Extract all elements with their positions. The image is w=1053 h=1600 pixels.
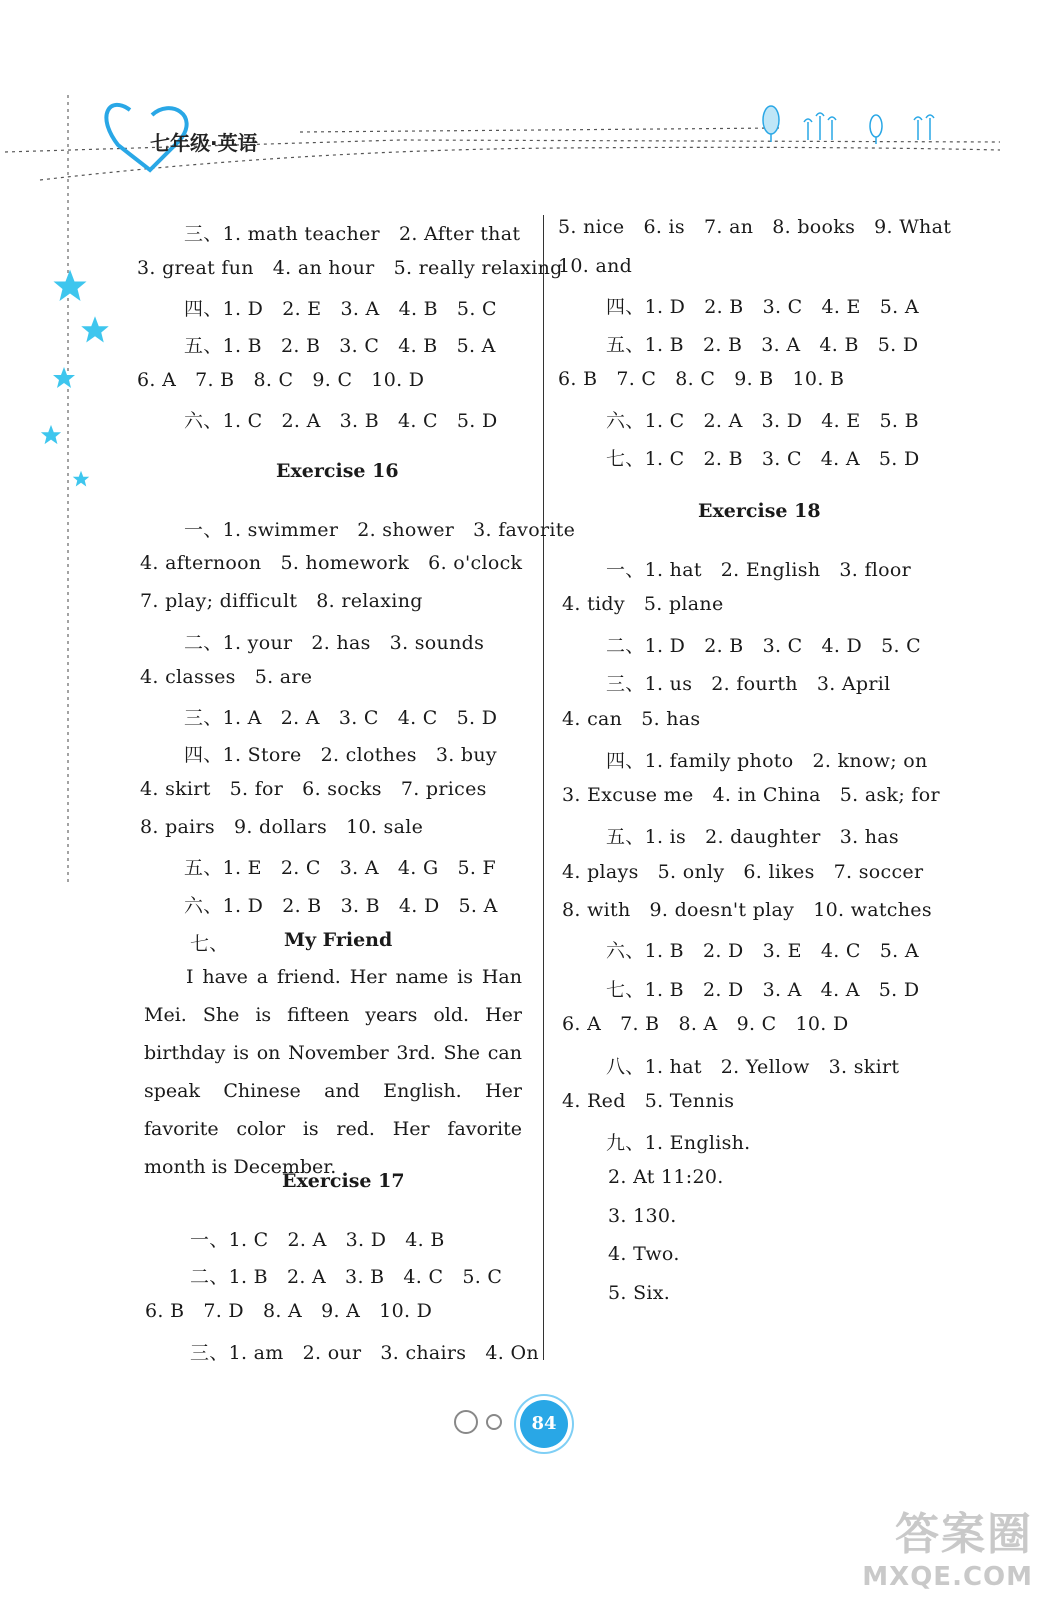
column-divider bbox=[543, 215, 544, 1360]
answer-line: 二、1. D 2. B 3. C 4. D 5. C bbox=[606, 635, 922, 657]
answer-line: 六、1. D 2. B 3. B 4. D 5. A bbox=[184, 895, 498, 917]
answer-line: 五、1. B 2. B 3. A 4. B 5. D bbox=[606, 334, 919, 356]
answer-line: 2. At 11:20. bbox=[608, 1166, 724, 1188]
answer-line: 七、 bbox=[190, 933, 229, 955]
answer-line: 七、1. B 2. D 3. A 4. A 5. D bbox=[606, 979, 920, 1001]
star-icon bbox=[52, 268, 88, 304]
section-heading: Exercise 17 bbox=[282, 1170, 405, 1192]
page-number: 84 bbox=[520, 1400, 568, 1448]
watermark-url: MXQE.COM bbox=[862, 1562, 1033, 1592]
answer-line: 四、1. Store 2. clothes 3. buy bbox=[184, 744, 497, 766]
answer-line: 5. nice 6. is 7. an 8. books 9. What bbox=[558, 216, 952, 238]
answer-line: 6. A 7. B 8. C 9. C 10. D bbox=[137, 369, 425, 391]
tree-icon bbox=[763, 106, 779, 134]
section-heading: Exercise 16 bbox=[276, 460, 399, 482]
answer-line: 6. B 7. C 8. C 9. B 10. B bbox=[558, 368, 845, 390]
watermark bbox=[862, 1498, 1033, 1592]
answer-line: 一、1. C 2. A 3. D 4. B bbox=[190, 1229, 445, 1251]
answer-line: 7. play; difficult 8. relaxing bbox=[140, 590, 423, 612]
section-heading: Exercise 18 bbox=[698, 500, 821, 522]
answer-line: 3. 130. bbox=[608, 1205, 677, 1227]
answer-line: 二、1. B 2. A 3. B 4. C 5. C bbox=[190, 1266, 503, 1288]
answer-line: 五、1. E 2. C 3. A 4. G 5. F bbox=[184, 857, 497, 879]
answer-line: 10. and bbox=[558, 255, 633, 277]
answer-line: 四、1. D 2. B 3. C 4. E 5. A bbox=[606, 296, 919, 318]
answer-line: 8. with 9. doesn't play 10. watches bbox=[562, 899, 932, 921]
answer-line: 三、1. math teacher 2. After that bbox=[184, 223, 521, 245]
answer-line: 五、1. B 2. B 3. C 4. B 5. A bbox=[184, 335, 496, 357]
answer-line: 六、1. B 2. D 3. E 4. C 5. A bbox=[606, 940, 919, 962]
answer-line: 4. classes 5. are bbox=[140, 666, 313, 688]
answer-line: 3. great fun 4. an hour 5. really relaxing bbox=[137, 257, 563, 279]
star-icon bbox=[80, 315, 110, 345]
watermark-logo-text: 答案圈 bbox=[895, 1509, 1033, 1560]
answer-line: 四、1. D 2. E 3. A 4. B 5. C bbox=[184, 298, 497, 320]
margin-divider bbox=[60, 95, 80, 885]
page-ring-large bbox=[454, 1410, 478, 1434]
answer-line: 八、1. hat 2. Yellow 3. skirt bbox=[606, 1056, 900, 1078]
answer-line: 九、1. English. bbox=[606, 1132, 751, 1154]
answer-line: 二、1. your 2. has 3. sounds bbox=[184, 632, 485, 654]
answer-line: 4. plays 5. only 6. likes 7. soccer bbox=[562, 861, 924, 883]
star-icon bbox=[52, 366, 76, 390]
answer-line: 三、1. us 2. fourth 3. April bbox=[606, 673, 891, 695]
answer-line: 8. pairs 9. dollars 10. sale bbox=[140, 816, 424, 838]
essay-title: My Friend bbox=[284, 929, 393, 951]
header-title: 七年级·英语 bbox=[150, 131, 258, 155]
answer-line: 5. Six. bbox=[608, 1282, 671, 1304]
flower-icon bbox=[804, 113, 934, 140]
essay-paragraph: I have a friend. Her name is Han Mei. She is fifteen years old. Her birthday is on November 3rd. She can speak Chinese and English. Her favorite color is red. Her favorite month is December. bbox=[144, 966, 522, 1178]
answer-line: 七、1. C 2. B 3. C 4. A 5. D bbox=[606, 448, 920, 470]
answer-line: 6. A 7. B 8. A 9. C 10. D bbox=[562, 1013, 849, 1035]
answer-line: 六、1. C 2. A 3. D 4. E 5. B bbox=[606, 410, 919, 432]
answer-line: 四、1. family photo 2. know; on bbox=[606, 750, 928, 772]
answer-line: 一、1. hat 2. English 3. floor bbox=[606, 559, 912, 581]
answer-line: 4. tidy 5. plane bbox=[562, 593, 724, 615]
answer-line: 3. Excuse me 4. in China 5. ask; for bbox=[562, 784, 940, 806]
answer-line: 4. skirt 5. for 6. socks 7. prices bbox=[140, 778, 487, 800]
answer-line: 六、1. C 2. A 3. B 4. C 5. D bbox=[184, 410, 498, 432]
page-ring-small bbox=[486, 1414, 502, 1430]
answer-line: 三、1. A 2. A 3. C 4. C 5. D bbox=[184, 707, 498, 729]
answer-line: 4. Two. bbox=[608, 1243, 680, 1265]
answer-line: 五、1. is 2. daughter 3. has bbox=[606, 826, 899, 848]
answer-line: 4. can 5. has bbox=[562, 708, 701, 730]
answer-line: 一、1. swimmer 2. shower 3. favorite bbox=[184, 519, 576, 541]
answer-line: 4. afternoon 5. homework 6. o'clock bbox=[140, 552, 523, 574]
star-icon bbox=[40, 424, 62, 446]
answer-line: 三、1. am 2. our 3. chairs 4. On bbox=[190, 1342, 539, 1364]
answer-line: 4. Red 5. Tennis bbox=[562, 1090, 735, 1112]
answer-line: 6. B 7. D 8. A 9. A 10. D bbox=[145, 1300, 433, 1322]
star-icon bbox=[72, 470, 90, 488]
